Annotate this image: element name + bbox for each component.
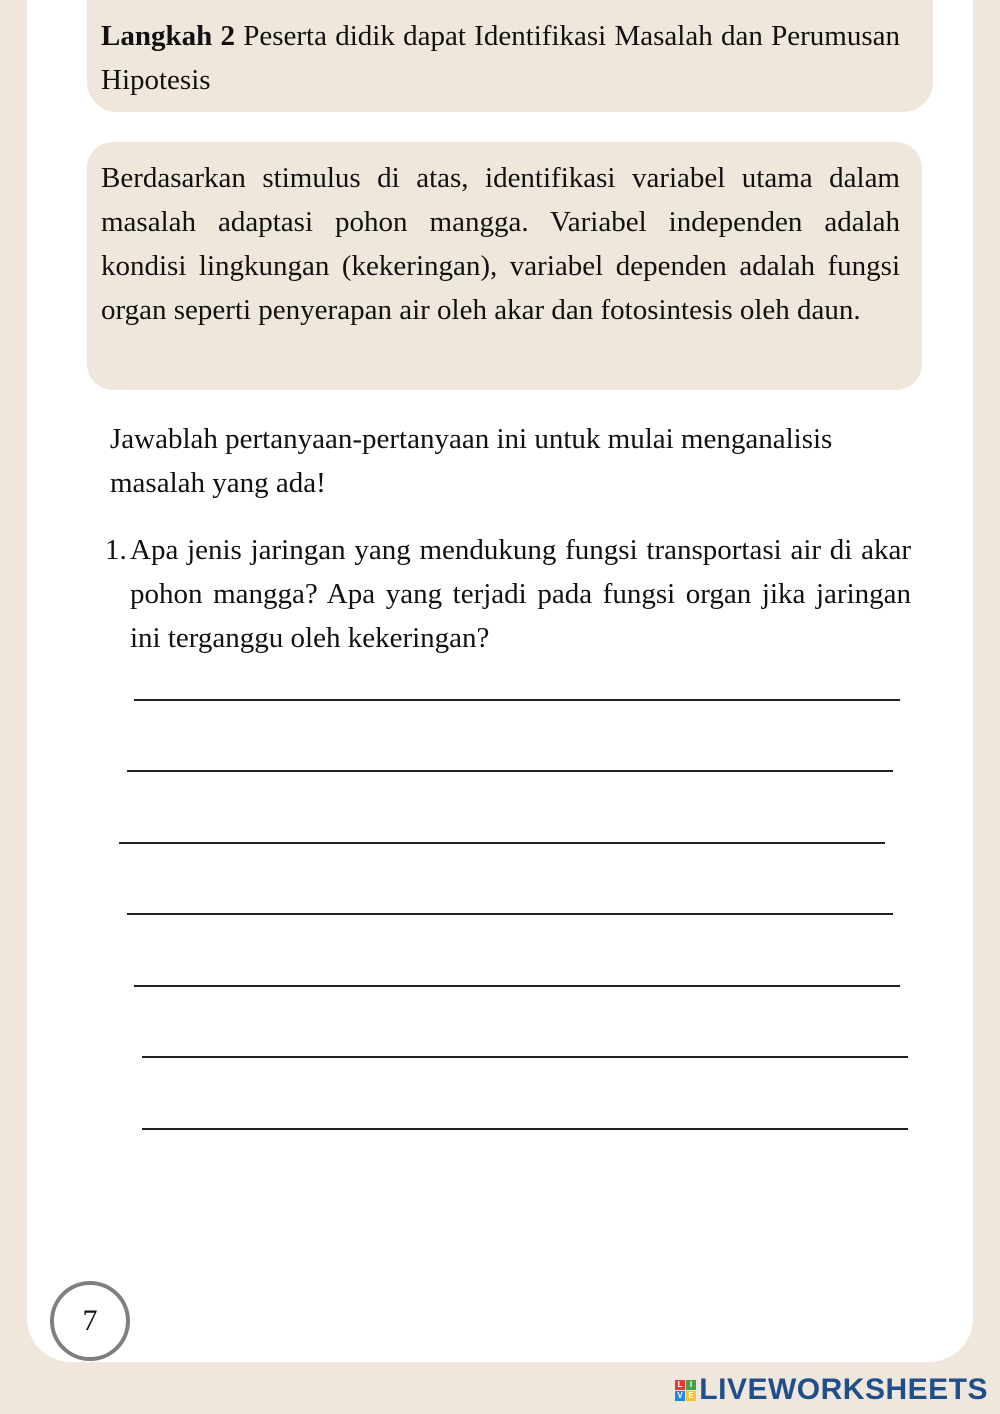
- step-header-text: [101, 14, 900, 102]
- stimulus-box: [87, 142, 922, 390]
- answer-line-3[interactable]: [119, 842, 885, 844]
- answer-line-7[interactable]: [142, 1128, 908, 1130]
- answer-line-5[interactable]: [134, 985, 900, 987]
- liveworksheets-logo-icon: [675, 1380, 696, 1401]
- answer-line-4[interactable]: [127, 913, 893, 915]
- instruction-text: Jawablah pertanyaan-pertanyaan ini untuk mulai menganalisis masalah yang ada!: [110, 423, 833, 499]
- page-number-badge: [50, 1281, 130, 1361]
- stimulus-text: Berdasarkan stimulus di atas, identifikasi variabel utama dalam masalah adaptasi pohon mangga. Variabel independen adalah kondisi lingkungan (kekeringan), variabel dependen adalah fungsi organ seperti penyerapan air oleh akar dan fotosintesis oleh daun.: [101, 162, 900, 326]
- logo-tile: E: [686, 1391, 696, 1401]
- answer-line-2[interactable]: [127, 770, 893, 772]
- question-number: 1.: [105, 534, 127, 566]
- answer-line-1[interactable]: [134, 699, 900, 701]
- liveworksheets-brand[interactable]: [675, 1373, 988, 1407]
- step-header-box: [87, 0, 933, 112]
- answer-line-6[interactable]: [142, 1056, 908, 1058]
- step-description: Peserta didik dapat Identifikasi Masalah dan Perumusan Hipotesis: [101, 20, 900, 96]
- question-text: Apa jenis jaringan yang mendukung fungsi transportasi air di akar pohon mangga? Apa yang terjadi pada fungsi organ jika jaringan ini terganggu oleh kekeringan?: [130, 534, 911, 654]
- brand-name: LIVEWORKSHEETS: [699, 1373, 988, 1406]
- logo-tile: V: [675, 1391, 685, 1401]
- step-label: Langkah 2: [101, 20, 235, 52]
- logo-tile: I: [686, 1380, 696, 1390]
- page-number: 7: [82, 1304, 98, 1337]
- logo-tile: L: [675, 1380, 685, 1390]
- question-1: [105, 528, 911, 660]
